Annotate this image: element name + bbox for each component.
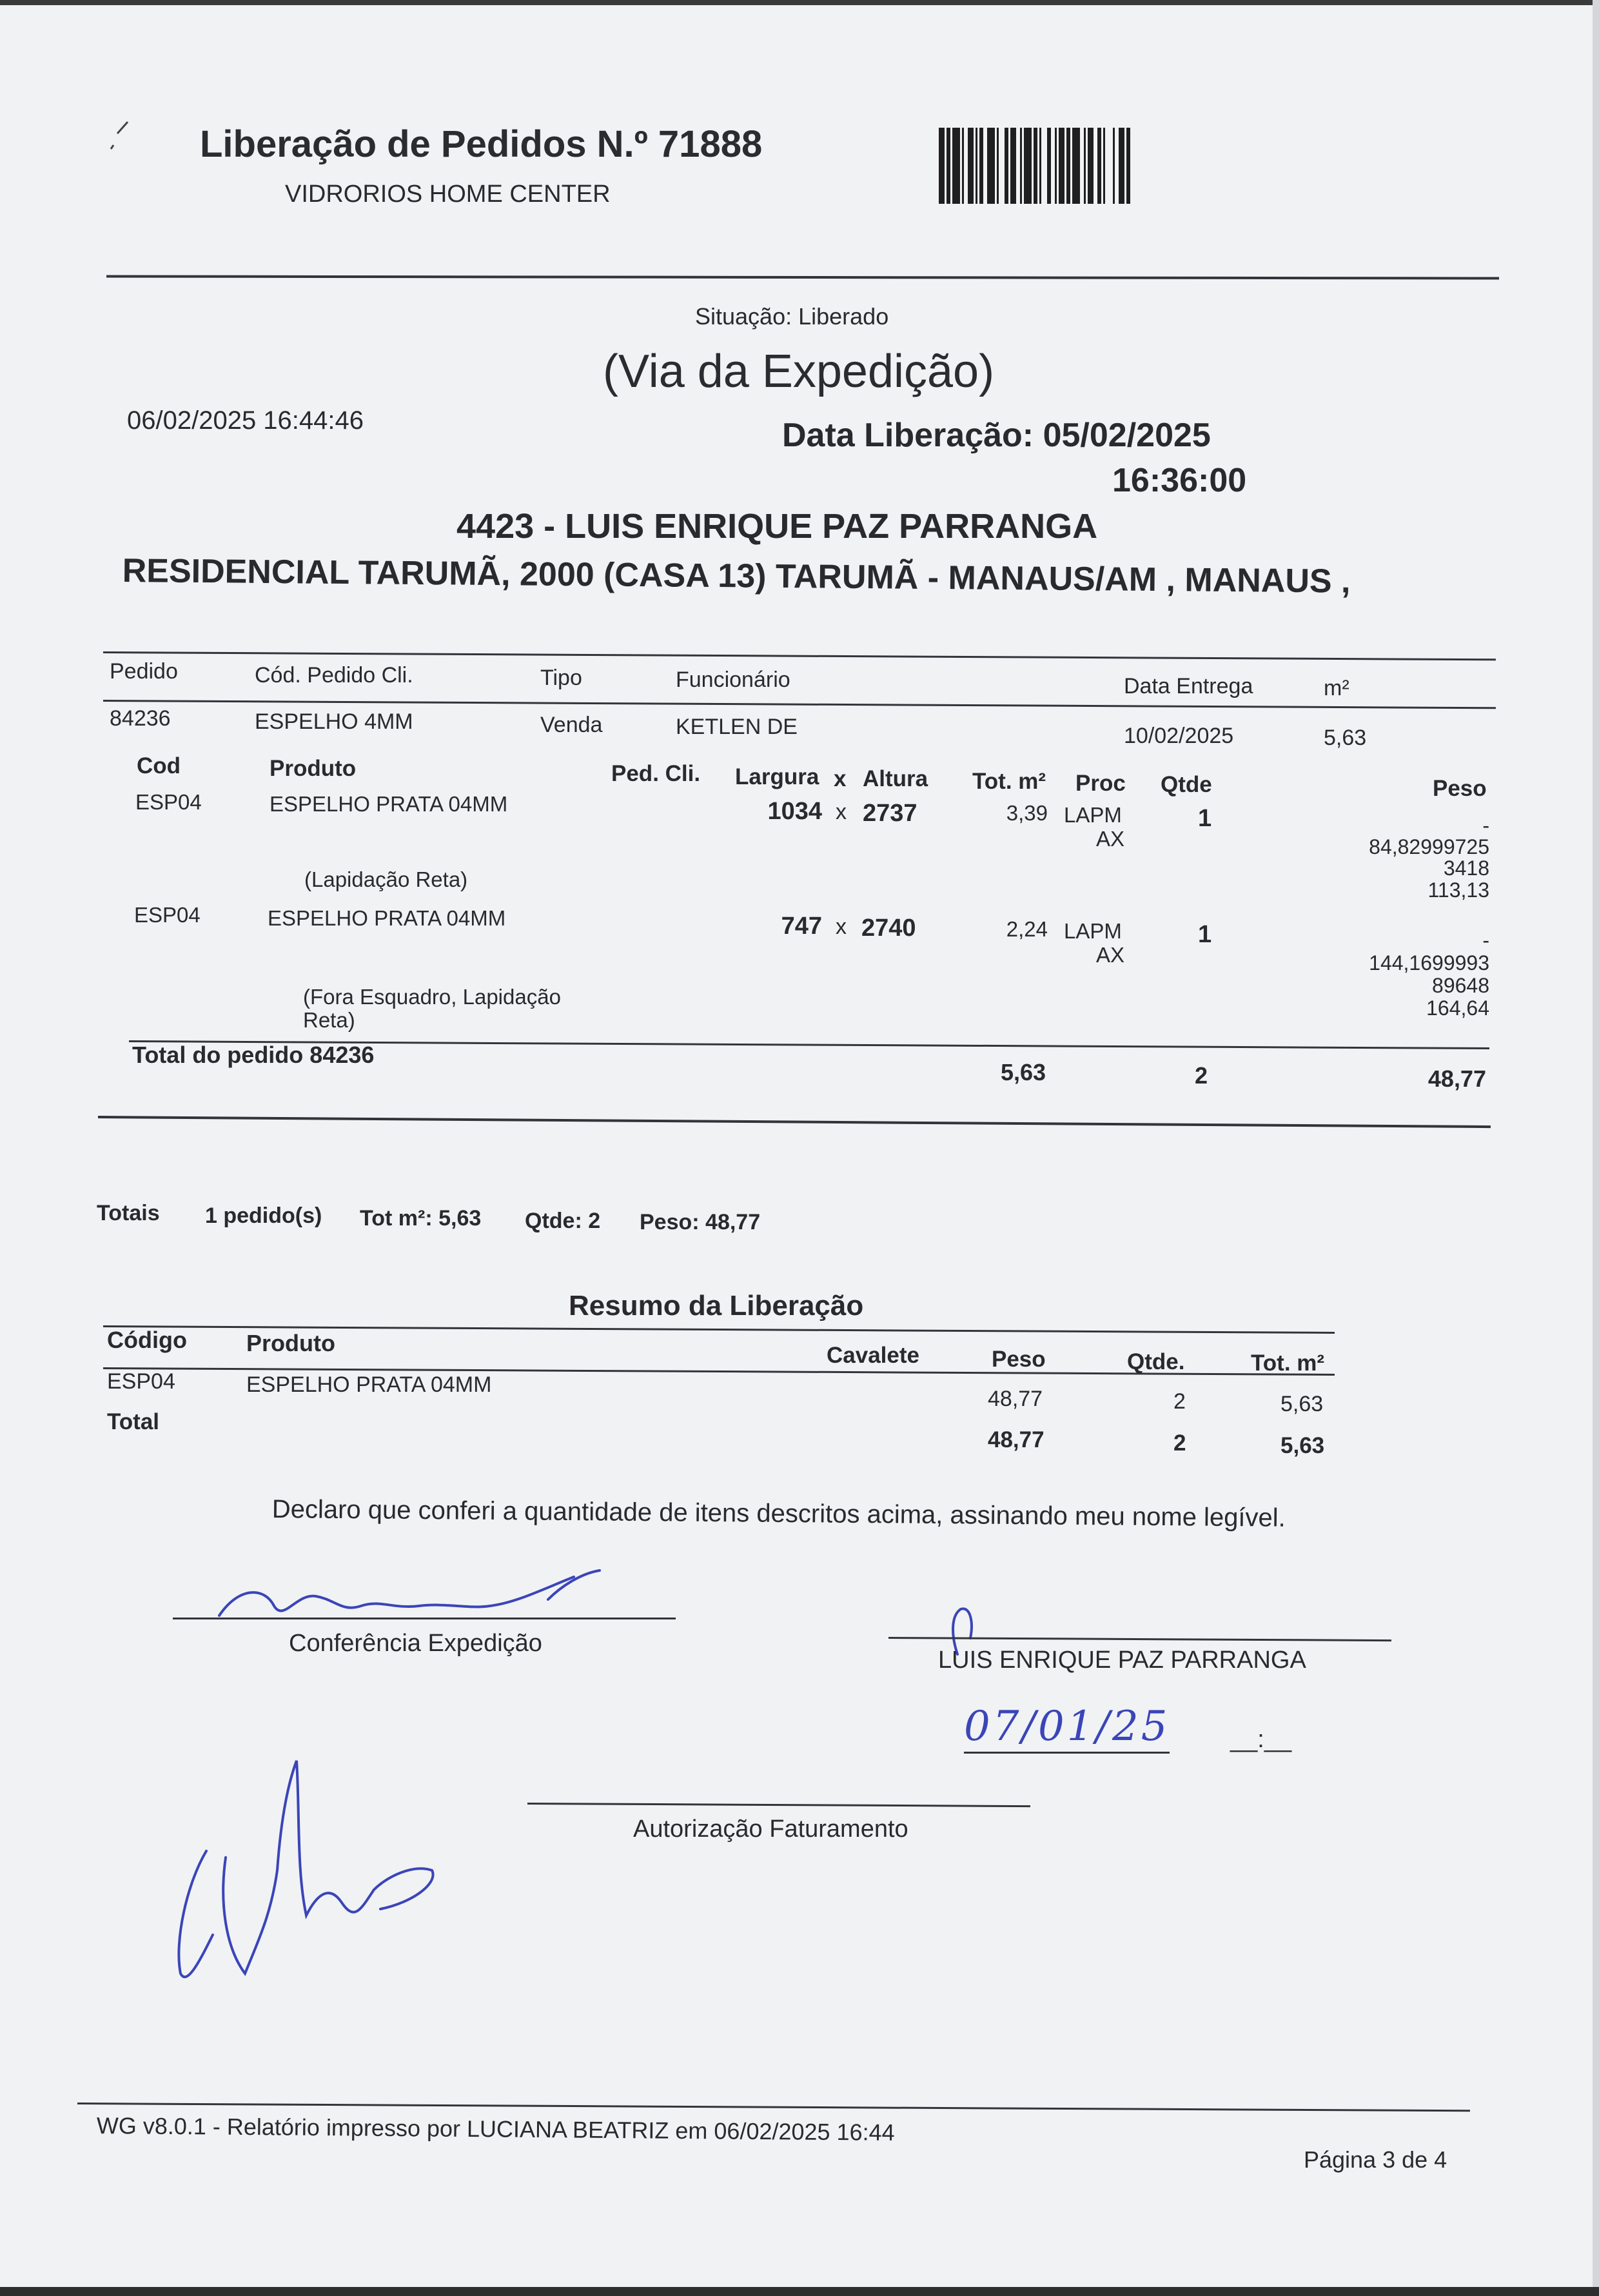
item-peso-line3: 89648 — [1432, 974, 1489, 997]
summary-row-qtde: 2 — [1173, 1389, 1186, 1414]
item-x: x — [836, 800, 847, 824]
item-col-produto: Produto — [270, 756, 357, 781]
release-date: Data Liberação: 05/02/2025 — [782, 417, 1211, 454]
summary-row-tot-m2: 5,63 — [1280, 1392, 1324, 1416]
item-proc-line1: LAPM — [1064, 919, 1122, 943]
item-cod: ESP04 — [134, 903, 201, 927]
item-peso-line2: 84,82999725 — [1369, 835, 1489, 858]
item-peso-line3: 3418 — [1443, 856, 1489, 880]
item-altura: 2737 — [863, 800, 917, 827]
autorizacao-sign-line — [527, 1803, 1030, 1807]
barcode-bar — [1024, 128, 1032, 204]
item-x: x — [836, 915, 847, 939]
summary-row-peso: 48,77 — [988, 1387, 1043, 1411]
col-funcionario: Funcionário — [676, 668, 790, 692]
conferencia-label: Conferência Expedição — [289, 1630, 542, 1657]
item-cod: ESP04 — [135, 790, 202, 814]
print-datetime: 06/02/2025 16:44:46 — [127, 406, 364, 435]
summary-col-cavalete: Cavalete — [827, 1343, 919, 1368]
item-peso-line4: 113,13 — [1427, 878, 1489, 902]
client-name: 4423 - LUIS ENRIQUE PAZ PARRANGA — [456, 507, 1098, 546]
order-total-qtde: 2 — [1195, 1062, 1208, 1089]
order-section-divider — [98, 1116, 1491, 1128]
item-col-largura: Largura — [735, 764, 819, 789]
item-peso-line1: - — [1482, 814, 1489, 837]
col-tipo: Tipo — [540, 666, 582, 690]
item-proc-line2: AX — [1096, 827, 1125, 851]
scan-edge-right — [1593, 0, 1599, 2296]
summary-row-codigo: ESP04 — [107, 1369, 175, 1394]
item-note-line2: Reta) — [303, 1008, 355, 1032]
footer-printed-by: WG v8.0.1 - Relatório impresso por LUCIANA BEATRIZ em 06/02/2025 16:44 — [96, 2112, 895, 2146]
order-total-peso: 48,77 — [1427, 1065, 1486, 1092]
item-tot-m2: 2,24 — [1006, 917, 1048, 941]
item-col-cod: Cod — [137, 753, 181, 778]
barcode — [936, 128, 1181, 204]
order-cod-pedido-cli: ESPELHO 4MM — [255, 709, 413, 734]
barcode-bar — [1113, 128, 1115, 204]
item-col-ped-cli: Ped. Cli. — [611, 761, 701, 786]
item-proc-line2: AX — [1096, 943, 1125, 967]
footer-page-number: Página 3 de 4 — [1304, 2146, 1447, 2173]
summary-col-tot-m2: Tot. m² — [1251, 1351, 1325, 1376]
item-altura: 2740 — [861, 915, 916, 942]
barcode-bar — [1103, 128, 1105, 204]
totals-pedidos: 1 pedido(s) — [205, 1203, 322, 1228]
order-data-entrega: 10/02/2025 — [1124, 724, 1234, 748]
summary-row-produto: ESPELHO PRATA 04MM — [246, 1372, 492, 1397]
item-peso-line2: 144,1699993 — [1369, 951, 1489, 975]
item-produto: ESPELHO PRATA 04MM — [270, 792, 508, 816]
barcode-bar — [1059, 128, 1064, 204]
item-largura: 1034 — [767, 798, 822, 825]
barcode-bar — [1097, 128, 1101, 204]
pen-mark — [110, 119, 129, 158]
item-note-line1: (Lapidação Reta) — [304, 867, 468, 891]
item-peso-line4: 164,64 — [1426, 996, 1489, 1020]
order-table-top-line — [103, 651, 1496, 660]
col-m2: m² — [1324, 676, 1349, 700]
order-tipo: Venda — [540, 713, 603, 737]
summary-title: Resumo da Liberação — [569, 1290, 864, 1321]
footer-line — [77, 2103, 1470, 2112]
summary-col-produto: Produto — [246, 1330, 335, 1356]
via-title: (Via da Expedição) — [603, 346, 995, 397]
company-name: VIDRORIOS HOME CENTER — [285, 181, 611, 208]
barcode-bar — [1039, 128, 1041, 204]
item-col-qtde: Qtde — [1161, 772, 1212, 797]
autorizacao-signature — [168, 1754, 451, 1986]
summary-total-qtde: 2 — [1173, 1430, 1186, 1456]
barcode-bar — [1055, 128, 1057, 204]
item-produto: ESPELHO PRATA 04MM — [268, 906, 506, 930]
barcode-bar — [979, 128, 983, 204]
barcode-bar — [1066, 128, 1070, 204]
item-note-line1: (Fora Esquadro, Lapidação — [303, 985, 561, 1009]
barcode-bar — [1020, 128, 1022, 204]
barcode-bar — [1047, 128, 1051, 204]
time-blank: __:__ — [1230, 1726, 1292, 1753]
client-address: RESIDENCIAL TARUMÃ, 2000 (CASA 13) TARUMÃ - MANAUS/AM , MANAUS , — [122, 551, 1351, 600]
summary-total-label: Total — [107, 1409, 160, 1434]
barcode-bar — [1119, 128, 1124, 204]
col-pedido: Pedido — [110, 659, 178, 684]
item-col-proc: Proc — [1075, 771, 1126, 796]
summary-col-qtde: Qtde. — [1127, 1349, 1185, 1374]
item-largura: 747 — [781, 913, 822, 940]
status-text: Situação: Liberado — [695, 303, 889, 330]
totals-label: Totais — [97, 1201, 160, 1225]
barcode-bar — [997, 128, 999, 204]
barcode-bar — [1088, 128, 1094, 204]
barcode-bar — [1034, 128, 1037, 204]
cliente-name-label: LUIS ENRIQUE PAZ PARRANGA — [938, 1647, 1306, 1674]
item-qtde: 1 — [1198, 805, 1212, 832]
barcode-bar — [968, 128, 974, 204]
order-table-header-line — [103, 700, 1496, 709]
summary-total-peso: 48,77 — [988, 1427, 1045, 1452]
header-divider — [106, 275, 1499, 279]
barcode-bar — [987, 128, 995, 204]
handwritten-date: 07/01/25 — [964, 1703, 1170, 1754]
autorizacao-label: Autorização Faturamento — [633, 1816, 908, 1843]
item-qtde: 1 — [1198, 921, 1212, 948]
summary-col-peso: Peso — [992, 1347, 1046, 1372]
order-pedido: 84236 — [110, 706, 171, 731]
barcode-bar — [1126, 128, 1130, 204]
col-data-entrega: Data Entrega — [1124, 674, 1253, 698]
item-tot-m2: 3,39 — [1006, 801, 1048, 825]
barcode-bar — [952, 128, 960, 204]
scan-edge-bottom — [0, 2287, 1599, 2296]
totals-tot-m2: Tot m²: 5,63 — [360, 1206, 482, 1231]
item-col-x: x — [834, 766, 847, 791]
totals-peso: Peso: 48,77 — [640, 1210, 761, 1234]
order-funcionario: KETLEN DE — [676, 715, 798, 739]
item-col-peso: Peso — [1433, 776, 1487, 801]
order-m2: 5,63 — [1324, 726, 1367, 750]
release-time: 16:36:00 — [1112, 462, 1247, 499]
barcode-bar — [1005, 128, 1008, 204]
summary-col-codigo: Código — [107, 1327, 187, 1353]
item-peso-line1: - — [1482, 929, 1489, 952]
barcode-bar — [1010, 128, 1016, 204]
item-col-tot-m2: Tot. m² — [972, 769, 1046, 794]
summary-total-tot-m2: 5,63 — [1280, 1433, 1325, 1458]
barcode-bar — [1072, 128, 1080, 204]
scan-edge-top — [0, 0, 1599, 5]
order-total-label: Total do pedido 84236 — [132, 1042, 375, 1068]
barcode-bar — [939, 128, 945, 204]
barcode-bar — [976, 128, 977, 204]
barcode-bar — [947, 128, 950, 204]
document-title: Liberação de Pedidos N.º 71888 — [200, 123, 763, 165]
conferencia-sign-line — [173, 1618, 676, 1619]
item-col-altura: Altura — [863, 766, 928, 791]
item-proc-line1: LAPM — [1064, 803, 1122, 827]
totals-qtde: Qtde: 2 — [525, 1209, 601, 1233]
declaration-text: Declaro que conferi a quantidade de itens descritos acima, assinando meu nome legível. — [271, 1495, 1286, 1532]
barcode-bar — [962, 128, 964, 204]
col-cod-pedido-cli: Cód. Pedido Cli. — [255, 663, 413, 688]
barcode-bar — [1084, 128, 1086, 204]
order-total-tot-m2: 5,63 — [1001, 1059, 1046, 1085]
conferencia-signature — [213, 1567, 632, 1625]
